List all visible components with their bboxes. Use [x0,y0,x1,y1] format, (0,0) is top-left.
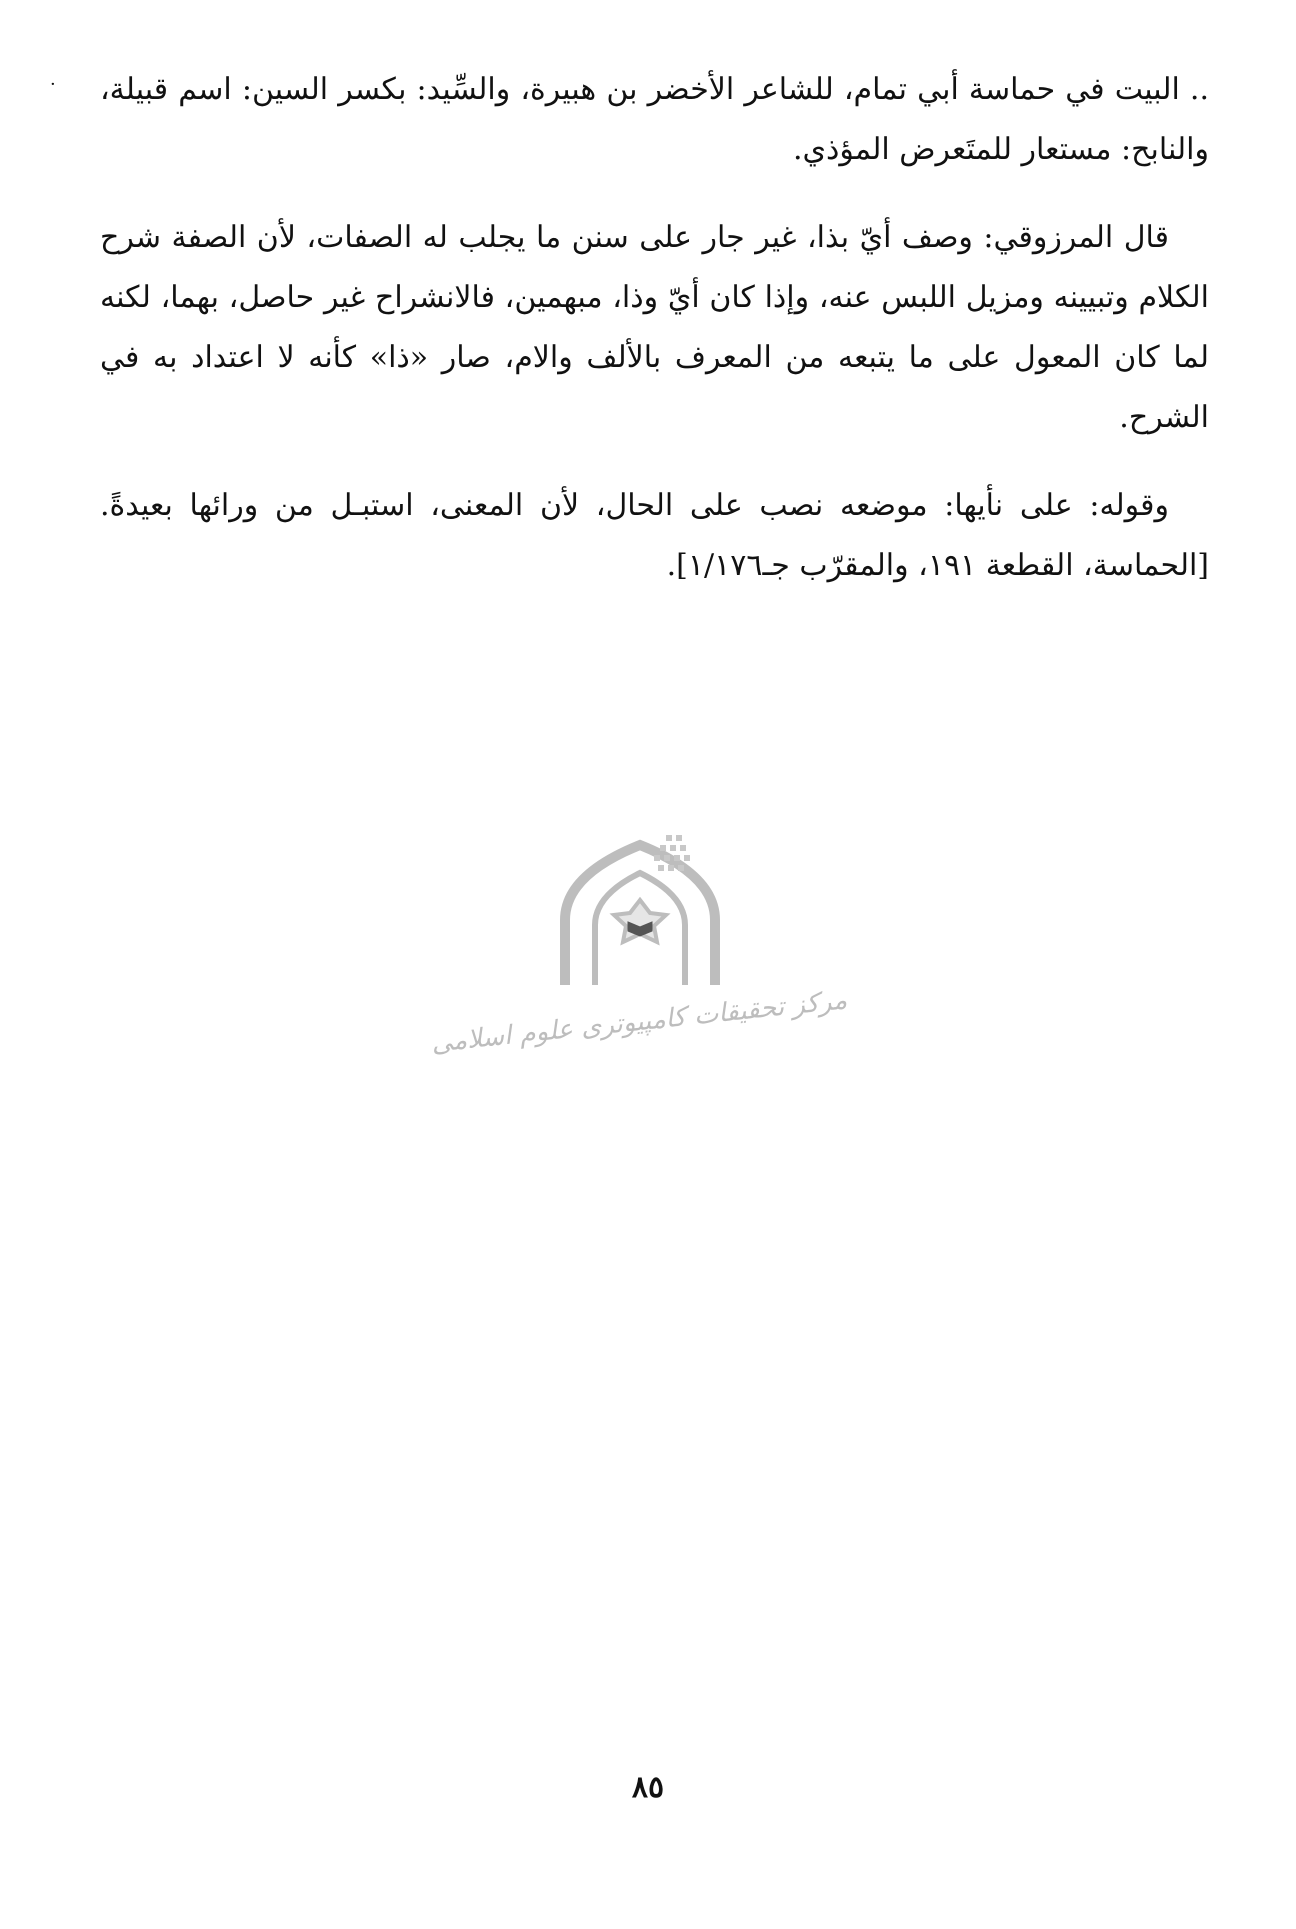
mosque-arch-icon [565,845,715,985]
corner-mark: · [50,74,56,95]
page-number: ٨٥ [631,1770,665,1805]
paragraph-footnote: .. البيت في حماسة أبي تمام، للشاعر الأخضر بن هبيرة، والسِّيد: بكسر السين: اسم قبيلة، والنابح: مستعار للمتَعرض المؤذي. [100,72,1209,167]
paragraph-qawluhu: وقوله: على نأيها: موضعه نصب على الحال، لأن المعنى، استبـل من ورائها بعيدةً. [الحماسة، القطعة ١٩١، والمقرّب جـ١/١٧٦]. [100,488,1209,583]
watermark-logo [429,825,849,1059]
watermark-text: مرکز تحقیقات کامپیوتری علوم اسلامی [429,985,849,1059]
paragraph-marzuqi: قال المرزوقي: وصف أيّ بذا، غير جار على سنن ما يجلب له الصفات، لأن الصفة شرح الكلام وتبيينه ومزيل اللبس عنه، وإذا كان أيّ وذا، مبهمين، فالانشراح غير حاصل، بهما، لكنه لما كان المعول على ما يتبعه من المعرف بالألف والام، صار «ذا» كأنه لا اعتداد به في الشرح. [100,220,1209,435]
body-text [100,60,1209,624]
